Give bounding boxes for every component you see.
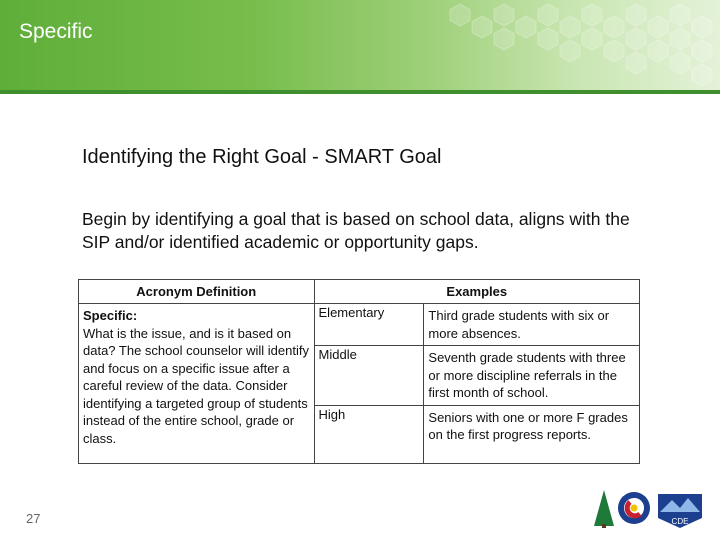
definition-label: Specific: <box>83 308 138 323</box>
definition-text: What is the issue, and is it based on data? The school counselor will identify and focus on a specific issue after a careful review of the data. Consider identifying a targeted group of students instead of the entire school, grade or class. <box>83 325 309 446</box>
hexagon-pattern-decoration <box>430 0 720 90</box>
colorado-cde-logo <box>590 486 710 530</box>
document-intro: Begin by identifying a goal that is based on school data, aligns with the SIP and/or identified academic or opportunity gaps. <box>82 209 630 252</box>
table-header-row <box>79 280 640 304</box>
slide-header <box>0 0 720 90</box>
header-divider <box>0 90 720 94</box>
header-acronym-definition: Acronym Definition <box>79 280 315 304</box>
level-cell-middle: Middle <box>314 346 424 406</box>
example-cell-elementary: Third grade students with six or more absences. <box>424 304 640 346</box>
level-cell-high: High <box>314 405 424 463</box>
example-cell-middle: Seventh grade students with three or more discipline referrals in the first month of school. <box>424 346 640 406</box>
definition-cell <box>79 304 315 464</box>
header-examples: Examples <box>314 280 639 304</box>
example-cell-high: Seniors with one or more F grades on the first progress reports. <box>424 405 640 463</box>
svg-text:CDE: CDE <box>671 517 689 526</box>
table-row <box>79 304 640 346</box>
document-heading: Identifying the Right Goal - SMART Goal <box>82 146 442 168</box>
level-cell-elementary: Elementary <box>314 304 424 346</box>
smart-goal-table <box>78 279 640 464</box>
slide-title: Specific <box>19 20 93 43</box>
page-number: 27 <box>26 511 41 526</box>
